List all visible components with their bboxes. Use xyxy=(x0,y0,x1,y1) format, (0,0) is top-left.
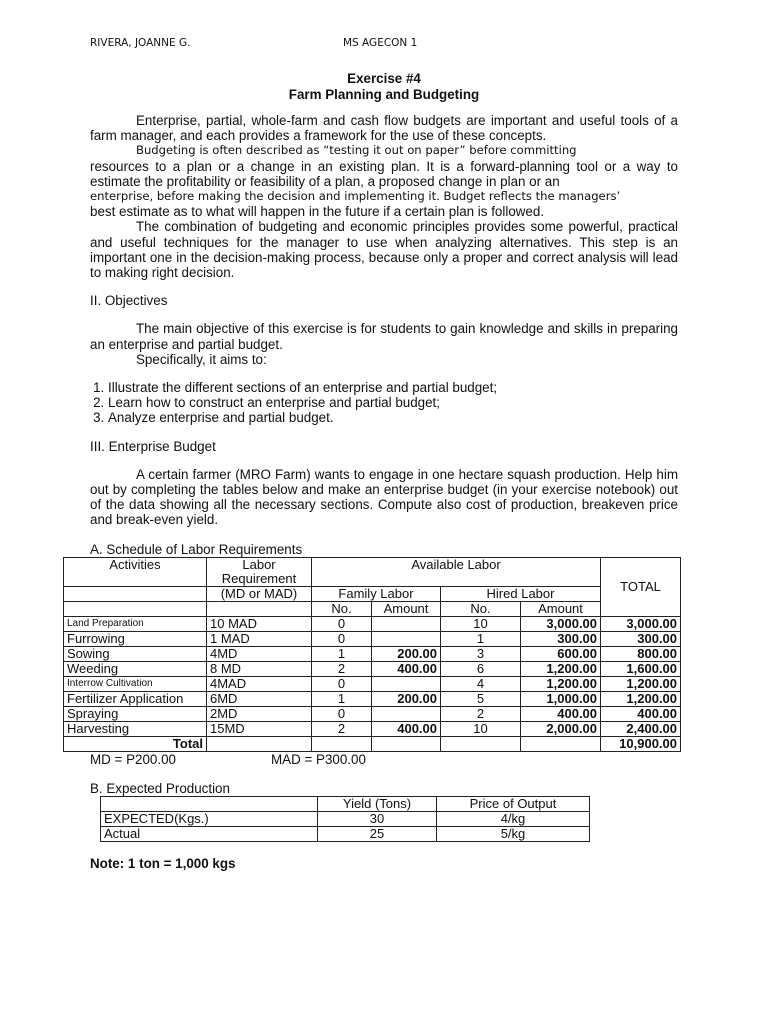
exercise-title: Exercise #4 xyxy=(347,71,421,86)
activity: Harvesting xyxy=(64,721,207,736)
family-no: 0 xyxy=(312,676,372,691)
hired-no: 10 xyxy=(441,721,521,736)
hired-amount: 600.00 xyxy=(521,646,601,661)
header-price: Price of Output xyxy=(437,796,590,811)
hired-amount: 1,200.00 xyxy=(521,676,601,691)
labor-rates xyxy=(90,752,680,767)
table-row xyxy=(64,706,681,721)
hired-amount: 3,000.00 xyxy=(521,616,601,631)
table-row xyxy=(64,676,681,691)
family-no: 1 xyxy=(312,691,372,706)
hired-amount: 1,200.00 xyxy=(521,661,601,676)
header-unit: (MD or MAD) xyxy=(207,586,312,601)
labor-requirement: 8 MD xyxy=(207,661,312,676)
family-amount: 400.00 xyxy=(372,721,441,736)
activity: Furrowing xyxy=(64,631,207,646)
row-label: EXPECTED(Kgs.) xyxy=(101,811,318,826)
labor-requirement: 10 MAD xyxy=(207,616,312,631)
paragraph: Enterprise, partial, whole-farm and cash flow budgets are important and useful tools of a farm manager, and each provides a framework for the use of these concepts. xyxy=(90,113,678,144)
header-family: Family Labor xyxy=(312,586,441,601)
paragraph: Specifically, it aims to: xyxy=(136,351,267,367)
page-content xyxy=(63,113,680,871)
exercise-subtitle: Farm Planning and Budgeting xyxy=(288,87,480,102)
document-body xyxy=(90,113,678,528)
list-item: 3. Analyze enterprise and partial budget. xyxy=(108,410,678,425)
course: MS AGECON 1 xyxy=(343,37,418,49)
table-row xyxy=(101,811,590,826)
list-item: 2. Learn how to construct an enterprise and partial budget; xyxy=(108,395,678,410)
family-amount xyxy=(372,706,441,721)
table-row xyxy=(64,646,681,661)
header-blank xyxy=(101,796,318,811)
labor-requirement: 2MD xyxy=(207,706,312,721)
row-total: 400.00 xyxy=(601,706,681,721)
row-total: 1,200.00 xyxy=(601,676,681,691)
hired-amount: 1,000.00 xyxy=(521,691,601,706)
enterprise-heading: III. Enterprise Budget xyxy=(90,438,216,454)
activity: Land Preparation xyxy=(64,616,207,631)
objectives-heading: II. Objectives xyxy=(90,293,168,309)
yield: 30 xyxy=(318,811,437,826)
activity: Spraying xyxy=(64,706,207,721)
family-no: 0 xyxy=(312,616,372,631)
family-no: 0 xyxy=(312,631,372,646)
header-hired-amount: Amount xyxy=(521,601,601,616)
hired-no: 3 xyxy=(441,646,521,661)
family-no: 2 xyxy=(312,661,372,676)
family-amount: 200.00 xyxy=(372,646,441,661)
total-label: Total xyxy=(64,736,207,751)
row-total: 1,200.00 xyxy=(601,691,681,706)
labor-requirement: 4MAD xyxy=(207,676,312,691)
header-available: Available Labor xyxy=(312,557,601,586)
student-name: RIVERA, JOANNE G. xyxy=(90,37,191,49)
paragraph: The combination of budgeting and economic principles provides some powerful, practical and useful techniques for the manager to use when analyzing alternatives. This step is an important one in the decision-making process, because only a proper and correct analysis will lead to making right decision. xyxy=(90,219,678,281)
activity: Interrow Cultivation xyxy=(64,676,207,691)
paragraph: resources to a plan or a change in an existing plan. It is a forward-planning tool or a way to estimate the profitability or feasibility of a plan, a proposed change in plan or an xyxy=(90,158,678,189)
header-yield: Yield (Tons) xyxy=(318,796,437,811)
activity: Fertilizer Application xyxy=(64,691,207,706)
table-row xyxy=(64,721,681,736)
header-family-amount: Amount xyxy=(372,601,441,616)
activity: Weeding xyxy=(64,661,207,676)
hired-no: 4 xyxy=(441,676,521,691)
hired-no: 2 xyxy=(441,706,521,721)
row-total: 2,400.00 xyxy=(601,721,681,736)
family-amount: 200.00 xyxy=(372,691,441,706)
table-row xyxy=(101,826,590,841)
family-amount xyxy=(372,616,441,631)
family-no: 1 xyxy=(312,646,372,661)
family-amount: 400.00 xyxy=(372,661,441,676)
header-hired: Hired Labor xyxy=(441,586,601,601)
table-row xyxy=(64,631,681,646)
table-row xyxy=(64,691,681,706)
header-total: TOTAL xyxy=(601,557,681,616)
hired-amount: 400.00 xyxy=(521,706,601,721)
production-table xyxy=(100,796,590,842)
hired-no: 10 xyxy=(441,616,521,631)
family-no: 2 xyxy=(312,721,372,736)
row-total: 1,600.00 xyxy=(601,661,681,676)
hired-no: 1 xyxy=(441,631,521,646)
hired-amount: 300.00 xyxy=(521,631,601,646)
header-labor-req: Labor Requirement xyxy=(207,557,312,586)
labor-requirement: 15MD xyxy=(207,721,312,736)
activity: Sowing xyxy=(64,646,207,661)
family-amount xyxy=(372,676,441,691)
conversion-note: Note: 1 ton = 1,000 kgs xyxy=(90,855,236,871)
grand-total: 10,900.00 xyxy=(601,736,681,751)
table-row xyxy=(64,661,681,676)
header-family-no: No. xyxy=(312,601,372,616)
labor-table xyxy=(63,557,681,752)
hired-no: 5 xyxy=(441,691,521,706)
list-item: 1. Illustrate the different sections of an enterprise and partial budget; xyxy=(108,380,678,395)
row-total: 300.00 xyxy=(601,631,681,646)
labor-requirement: 4MD xyxy=(207,646,312,661)
objectives-list xyxy=(90,380,678,426)
labor-requirement: 6MD xyxy=(207,691,312,706)
row-total: 800.00 xyxy=(601,646,681,661)
price: 4/kg xyxy=(437,811,590,826)
header-hired-no: No. xyxy=(441,601,521,616)
production-caption: B. Expected Production xyxy=(90,780,230,796)
paragraph: A certain farmer (MRO Farm) wants to engage in one hectare squash production. Help him out by completing the tables below and make an enterprise budget (in your exercise notebook) out of the data showing all the necessary sections. Compute also cost of production, breakeven price and break-even yield. xyxy=(90,466,678,528)
family-no: 0 xyxy=(312,706,372,721)
paragraph: enterprise, before making the decision and implementing it. Budget reflects the managers’ xyxy=(90,189,621,204)
price: 5/kg xyxy=(437,826,590,841)
labor-requirement: 1 MAD xyxy=(207,631,312,646)
row-total: 3,000.00 xyxy=(601,616,681,631)
paragraph: The main objective of this exercise is for students to gain knowledge and skills in preparing an enterprise and partial budget. xyxy=(90,321,678,352)
table-row xyxy=(64,616,681,631)
md-rate: MD = P200.00 xyxy=(90,751,176,767)
family-amount xyxy=(372,631,441,646)
row-label: Actual xyxy=(101,826,318,841)
mad-rate: MAD = P300.00 xyxy=(271,751,366,767)
paragraph: best estimate as to what will happen in the future if a certain plan is followed. xyxy=(90,204,545,220)
hired-amount: 2,000.00 xyxy=(521,721,601,736)
header-activities: Activities xyxy=(64,557,207,586)
hired-no: 6 xyxy=(441,661,521,676)
labor-table-caption: A. Schedule of Labor Requirements xyxy=(90,541,303,557)
yield: 25 xyxy=(318,826,437,841)
paragraph: Budgeting is often described as “testing it out on paper” before committing xyxy=(136,143,577,158)
